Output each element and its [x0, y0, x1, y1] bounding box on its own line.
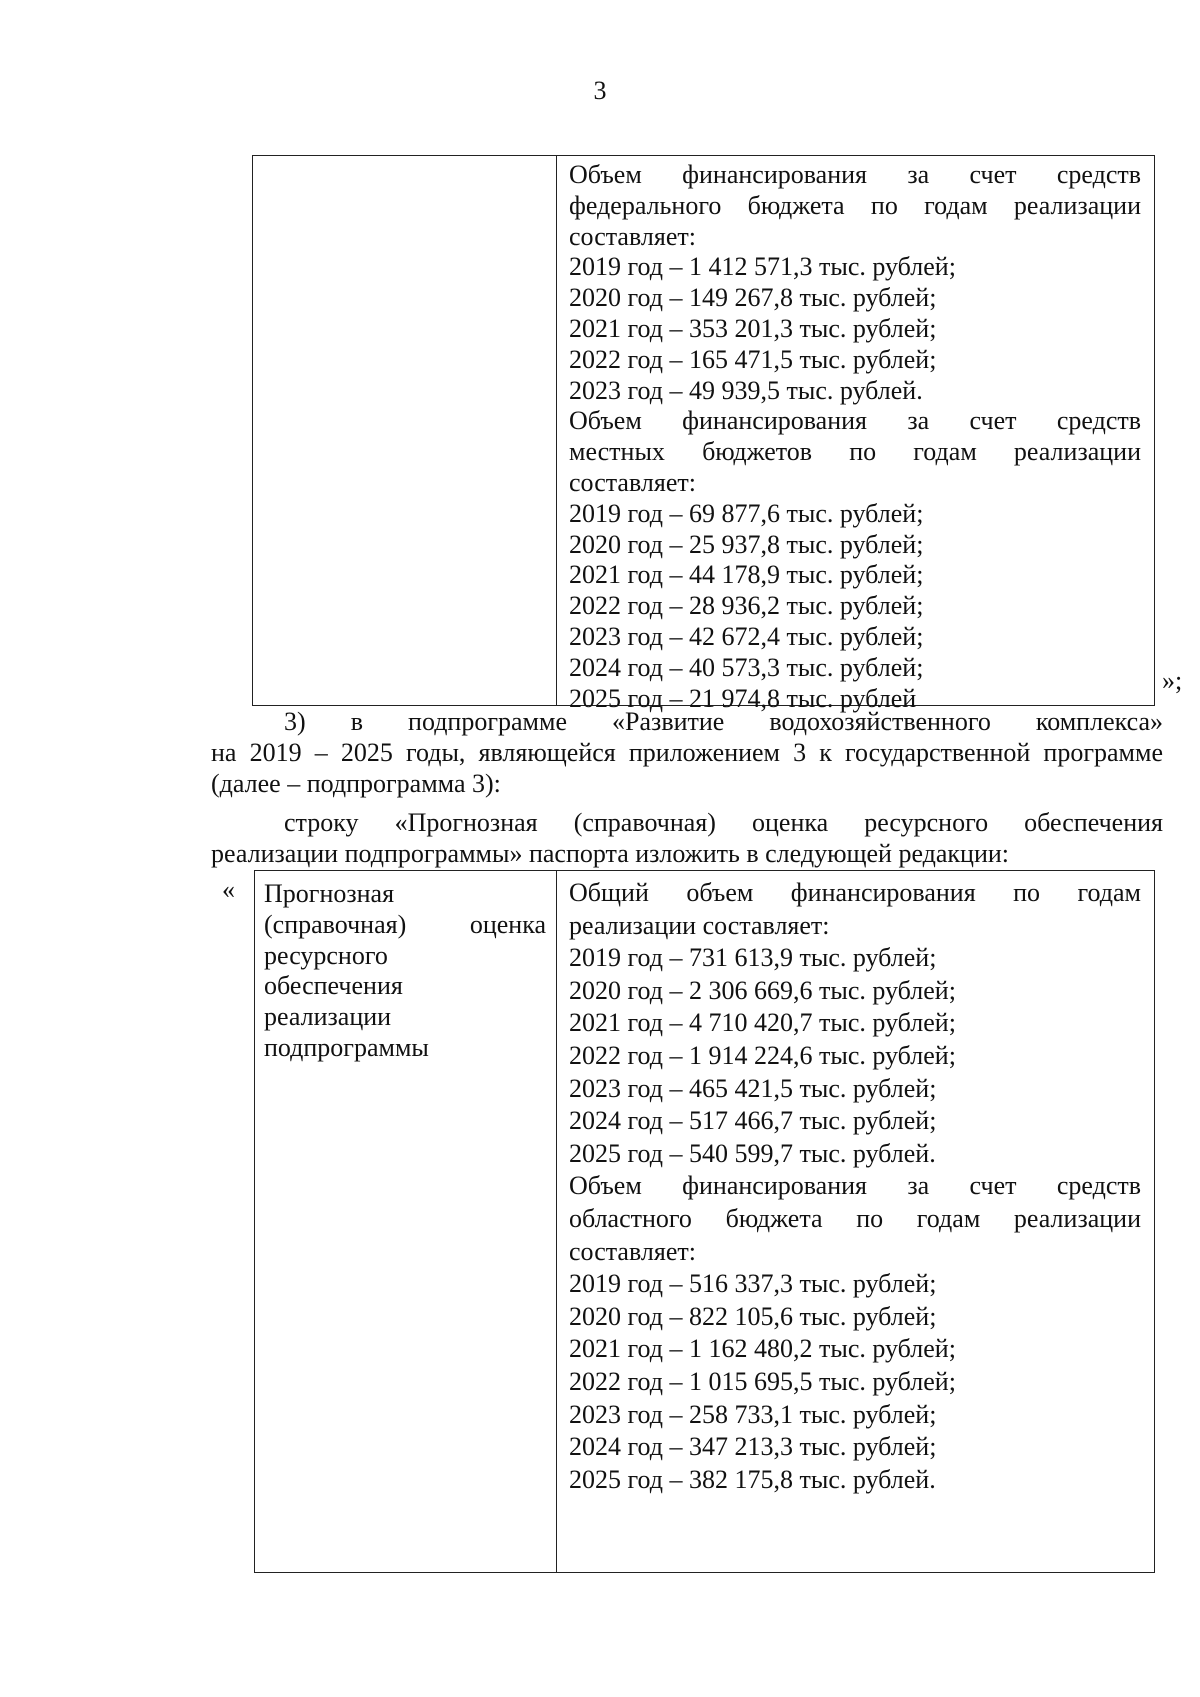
table1-text-line: 2023 год – 49 939,5 тыс. рублей. — [569, 375, 923, 405]
table1-text-line: 2023 год – 42 672,4 тыс. рублей; — [569, 621, 924, 651]
page-number: 3 — [593, 76, 607, 105]
table1-text-line: 2025 год – 21 974,8 тыс. рублей — [569, 683, 917, 713]
table1-text-line: 2020 год – 149 267,8 тыс. рублей; — [569, 283, 937, 313]
table2-left-line: подпрограммы — [264, 1032, 429, 1062]
table1-text-line: федерального бюджета по годам реализации — [569, 190, 1141, 220]
closing-quote: »; — [1162, 666, 1183, 695]
table2-text-line: Объем финансирования за счет средств — [569, 1171, 1141, 1201]
table2-text-line: 2025 год – 382 175,8 тыс. рублей. — [569, 1464, 936, 1494]
table2-text-line: 2025 год – 540 599,7 тыс. рублей. — [569, 1138, 936, 1168]
table2-text-line: 2024 год – 517 466,7 тыс. рублей; — [569, 1106, 937, 1136]
table1-text-line: 2022 год – 28 936,2 тыс. рублей; — [569, 591, 924, 621]
table2-text-line: 2023 год – 258 733,1 тыс. рублей; — [569, 1399, 937, 1429]
table2-text-line: Общий объем финансирования по годам — [569, 878, 1141, 907]
table1-text-line: 2019 год – 1 412 571,3 тыс. рублей; — [569, 252, 956, 282]
table2-text-line: 2021 год – 4 710 420,7 тыс. рублей; — [569, 1008, 956, 1038]
table1-text-line: Объем финансирования за счет средств — [569, 406, 1141, 436]
table2-text-line: 2022 год – 1 015 695,5 тыс. рублей; — [569, 1366, 956, 1396]
table2-text-line: составляет: — [569, 1236, 696, 1266]
table2-left-line: (справочная) оценка — [264, 909, 546, 939]
table2-left-line: реализации — [264, 1002, 392, 1032]
amendment-instruction — [211, 808, 1163, 870]
paragraph-line: реализации подпрограммы» паспорта изложить в следующей редакции: — [211, 838, 1010, 868]
table2-text-line: 2023 год – 465 421,5 тыс. рублей; — [569, 1073, 937, 1103]
table2-right-cell — [569, 877, 1141, 1496]
table1-text-line: 2021 год – 44 178,9 тыс. рублей; — [569, 560, 924, 590]
table2-left-line: ресурсного — [264, 940, 388, 970]
table1-text-line: составляет: — [569, 467, 696, 497]
paragraph-line: 3) в подпрограмме «Развитие водохозяйственного комплекса» — [284, 707, 1163, 736]
table2-text-line: областного бюджета по годам реализации — [569, 1203, 1141, 1233]
table2-text-line: реализации составляет: — [569, 910, 830, 940]
table1-text-line: 2020 год – 25 937,8 тыс. рублей; — [569, 529, 924, 559]
paragraph-line: строку «Прогнозная (справочная) оценка ресурсного обеспечения — [284, 808, 1163, 837]
table1-right-cell — [569, 160, 1141, 714]
table1-text-line: 2019 год – 69 877,6 тыс. рублей; — [569, 498, 924, 528]
table2-text-line: 2019 год – 731 613,9 тыс. рублей; — [569, 943, 937, 973]
table2-text-line: 2024 год – 347 213,3 тыс. рублей; — [569, 1432, 937, 1462]
table2-text-line: 2021 год – 1 162 480,2 тыс. рублей; — [569, 1334, 956, 1364]
paragraph-line: (далее – подпрограмма 3): — [211, 768, 501, 798]
paragraph-line: на 2019 – 2025 годы, являющейся приложением 3 к государственной программе — [211, 737, 1163, 767]
table1-text-line: Объем финансирования за счет средств — [569, 160, 1141, 189]
table2-text-line: 2020 год – 2 306 669,6 тыс. рублей; — [569, 975, 956, 1005]
table2-text-line: 2022 год – 1 914 224,6 тыс. рублей; — [569, 1040, 956, 1070]
opening-quote: « — [222, 875, 235, 904]
table-column-divider — [556, 871, 557, 1572]
table1-text-line: 2024 год – 40 573,3 тыс. рублей; — [569, 652, 924, 682]
table1-text-line: составляет: — [569, 221, 696, 251]
amendment-paragraph-3 — [211, 707, 1163, 799]
table2-text-line: 2020 год – 822 105,6 тыс. рублей; — [569, 1301, 937, 1331]
funding-table-continued — [252, 155, 1155, 713]
table2-left-cell — [264, 879, 546, 1064]
table2-left-line: обеспечения — [264, 971, 403, 1001]
table1-text-line: 2022 год – 165 471,5 тыс. рублей; — [569, 344, 937, 374]
table1-text-line: местных бюджетов по годам реализации — [569, 437, 1141, 467]
resource-forecast-table — [254, 870, 1155, 1573]
table2-left-line: Прогнозная — [264, 879, 395, 908]
table-column-divider — [556, 156, 557, 705]
table1-text-line: 2021 год – 353 201,3 тыс. рублей; — [569, 313, 937, 343]
table2-text-line: 2019 год – 516 337,3 тыс. рублей; — [569, 1269, 937, 1299]
